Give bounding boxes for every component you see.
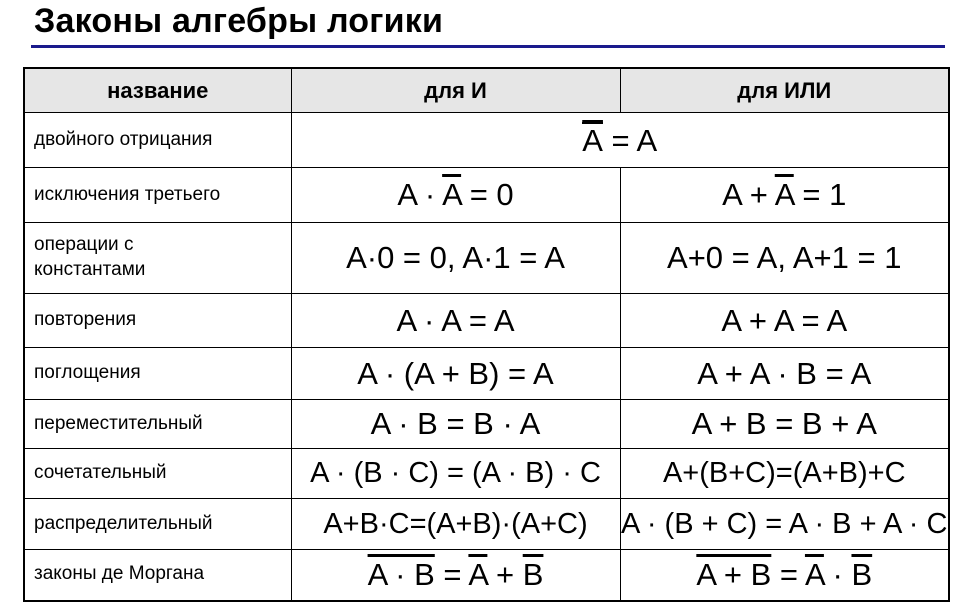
formula-and: $A \cdot B = \overline{A} + \overline{B}$ bbox=[291, 550, 620, 601]
formula-and: $A \cdot \overline{A} = 0$ bbox=[291, 168, 620, 223]
table-row bbox=[24, 113, 949, 168]
row-name: исключения третьего bbox=[24, 168, 291, 223]
formula-or: A + A · B = A bbox=[620, 348, 949, 400]
formula-or: A+(B+C)=(A+B)+C bbox=[620, 449, 949, 499]
page-title: Законы алгебры логики bbox=[34, 2, 444, 40]
table-row bbox=[24, 223, 949, 294]
title-underline bbox=[31, 45, 945, 48]
row-name: повторения bbox=[24, 294, 291, 348]
formula-and: A+B·C=(A+B)·(A+C) bbox=[291, 499, 620, 550]
row-name: сочетательный bbox=[24, 449, 291, 499]
row-name: двойного отрицания bbox=[24, 113, 291, 168]
double-overline: $\overline{A}$ bbox=[582, 122, 603, 158]
table-row bbox=[24, 348, 949, 400]
formula-or: A + A = A bbox=[620, 294, 949, 348]
table-row bbox=[24, 499, 949, 550]
formula-and: A · A = A bbox=[291, 294, 620, 348]
formula-and: A · (B · C) = (A · B) · C bbox=[291, 449, 620, 499]
table-row bbox=[24, 294, 949, 348]
row-name: переместительный bbox=[24, 400, 291, 449]
formula-and: A · B = B · A bbox=[291, 400, 620, 449]
formula-double-negation: $\overline{A} = A$ bbox=[291, 113, 949, 168]
header-and: для И bbox=[291, 68, 620, 113]
formula-and: A · (A + B) = A bbox=[291, 348, 620, 400]
header-name: название bbox=[24, 68, 291, 113]
table-row bbox=[24, 449, 949, 499]
logic-laws-table bbox=[23, 67, 950, 602]
formula-and: A·0 = 0, A·1 = A bbox=[291, 223, 620, 294]
row-name: распределительный bbox=[24, 499, 291, 550]
table-row bbox=[24, 168, 949, 223]
formula-or: A · (B + C) = A · B + A · C bbox=[620, 499, 949, 550]
formula-or: $A + \overline{A} = 1$ bbox=[620, 168, 949, 223]
formula-or: A + B = B + A bbox=[620, 400, 949, 449]
table-header-row bbox=[24, 68, 949, 113]
formula-or: A+0 = A, A+1 = 1 bbox=[620, 223, 949, 294]
row-name: законы де Моргана bbox=[24, 550, 291, 601]
row-name: поглощения bbox=[24, 348, 291, 400]
header-or: для ИЛИ bbox=[620, 68, 949, 113]
table-row bbox=[24, 550, 949, 601]
formula-or: $A + B = \overline{A} \cdot \overline{B}$ bbox=[620, 550, 949, 601]
row-name: операции с константами bbox=[24, 223, 291, 294]
table-row bbox=[24, 400, 949, 449]
